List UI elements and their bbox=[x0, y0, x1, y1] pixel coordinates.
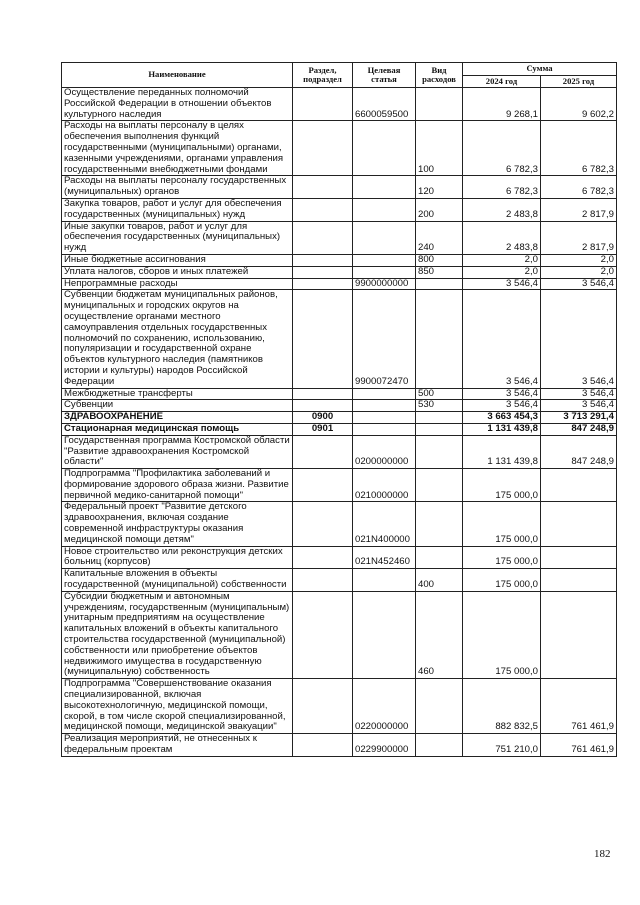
row-value-2024: 175 000,0 bbox=[463, 546, 541, 569]
row-value-2024: 9 268,1 bbox=[463, 88, 541, 121]
row-value-2025 bbox=[541, 591, 617, 678]
row-article bbox=[353, 254, 416, 266]
row-value-2024: 175 000,0 bbox=[463, 591, 541, 678]
header-section: Раздел, подраздел bbox=[293, 63, 353, 88]
row-type bbox=[416, 290, 463, 388]
row-type: 400 bbox=[416, 569, 463, 592]
row-article bbox=[353, 176, 416, 199]
row-value-2025: 2,0 bbox=[541, 266, 617, 278]
row-section bbox=[293, 435, 353, 468]
row-value-2025: 6 782,3 bbox=[541, 176, 617, 199]
row-value-2024: 3 546,4 bbox=[463, 278, 541, 290]
row-section: 0901 bbox=[293, 423, 353, 435]
table-row bbox=[62, 278, 617, 290]
table-body bbox=[62, 88, 617, 757]
row-name: Реализация мероприятий, не отнесенных к федеральным проектам bbox=[62, 734, 293, 757]
table-row bbox=[62, 88, 617, 121]
row-type: 500 bbox=[416, 388, 463, 400]
row-value-2025: 761 461,9 bbox=[541, 679, 617, 734]
row-type: 800 bbox=[416, 254, 463, 266]
table-row bbox=[62, 198, 617, 221]
row-value-2025 bbox=[541, 546, 617, 569]
row-article: 021N400000 bbox=[353, 502, 416, 546]
row-article bbox=[353, 121, 416, 176]
row-section bbox=[293, 734, 353, 757]
header-2024: 2024 год bbox=[463, 75, 541, 88]
row-name: Иные бюджетные ассигнования bbox=[62, 254, 293, 266]
row-name: Иные закупки товаров, работ и услуг для обеспечения государственных (муниципальных) нужд bbox=[62, 221, 293, 254]
page-number: 182 bbox=[594, 848, 611, 860]
row-type: 200 bbox=[416, 198, 463, 221]
row-type bbox=[416, 435, 463, 468]
row-value-2024: 3 663 454,3 bbox=[463, 412, 541, 424]
row-value-2024: 6 782,3 bbox=[463, 176, 541, 199]
table-row bbox=[62, 254, 617, 266]
header-name: Наименование bbox=[62, 63, 293, 88]
table-row bbox=[62, 221, 617, 254]
row-section bbox=[293, 591, 353, 678]
row-value-2025 bbox=[541, 502, 617, 546]
row-name: Субвенции bbox=[62, 400, 293, 412]
row-type: 240 bbox=[416, 221, 463, 254]
budget-table bbox=[61, 62, 617, 757]
row-name: Уплата налогов, сборов и иных платежей bbox=[62, 266, 293, 278]
row-section bbox=[293, 254, 353, 266]
header-type: Вид расходов bbox=[416, 63, 463, 88]
row-article bbox=[353, 198, 416, 221]
row-article bbox=[353, 412, 416, 424]
row-article bbox=[353, 266, 416, 278]
row-value-2025: 3 546,4 bbox=[541, 388, 617, 400]
table-row bbox=[62, 546, 617, 569]
row-value-2024: 751 210,0 bbox=[463, 734, 541, 757]
row-name: ЗДРАВООХРАНЕНИЕ bbox=[62, 412, 293, 424]
row-section bbox=[293, 278, 353, 290]
table-row bbox=[62, 435, 617, 468]
row-article: 9900000000 bbox=[353, 278, 416, 290]
row-name: Непрограммные расходы bbox=[62, 278, 293, 290]
row-article bbox=[353, 423, 416, 435]
row-section bbox=[293, 290, 353, 388]
row-type bbox=[416, 734, 463, 757]
row-type: 850 bbox=[416, 266, 463, 278]
row-value-2025: 3 546,4 bbox=[541, 278, 617, 290]
row-value-2024: 2,0 bbox=[463, 266, 541, 278]
row-type: 100 bbox=[416, 121, 463, 176]
table-row bbox=[62, 412, 617, 424]
row-value-2024: 2,0 bbox=[463, 254, 541, 266]
row-value-2025: 3 546,4 bbox=[541, 290, 617, 388]
table-row bbox=[62, 121, 617, 176]
row-name: Расходы на выплаты персоналу государственных (муниципальных) органов bbox=[62, 176, 293, 199]
row-type bbox=[416, 546, 463, 569]
row-name: Субсидии бюджетным и автономным учреждениям, государственным (муниципальным) унитарным предприятиям на осуществление капитальных вложений в объекты капитального строительства государственной (муниципальной) собственности или приобретение объектов недвижимого имущества в государственную (муниципальную) собственность bbox=[62, 591, 293, 678]
row-section bbox=[293, 679, 353, 734]
row-type: 460 bbox=[416, 591, 463, 678]
row-value-2024: 1 131 439,8 bbox=[463, 423, 541, 435]
row-name: Субвенции бюджетам муниципальных районов, муниципальных и городских округов на осуществление органами местного самоуправления отдельных государственных полномочий по сохранению, использованию, популяризации и государственной охране объектов культурного наследия (памятников истории и культуры) народов Российской Федерации bbox=[62, 290, 293, 388]
header-sum: Сумма bbox=[463, 63, 617, 76]
row-section bbox=[293, 176, 353, 199]
row-type bbox=[416, 679, 463, 734]
row-type bbox=[416, 469, 463, 502]
row-name: Подпрограмма "Профилактика заболеваний и формирование здорового образа жизни. Развитие первичной медико-санитарной помощи" bbox=[62, 469, 293, 502]
row-value-2025 bbox=[541, 569, 617, 592]
row-section bbox=[293, 88, 353, 121]
row-section bbox=[293, 469, 353, 502]
row-value-2024: 6 782,3 bbox=[463, 121, 541, 176]
table-row bbox=[62, 176, 617, 199]
table-row bbox=[62, 569, 617, 592]
row-type bbox=[416, 278, 463, 290]
row-value-2025: 3 713 291,4 bbox=[541, 412, 617, 424]
row-section bbox=[293, 569, 353, 592]
row-section bbox=[293, 400, 353, 412]
row-section bbox=[293, 546, 353, 569]
table-row bbox=[62, 469, 617, 502]
row-section bbox=[293, 198, 353, 221]
row-article: 021N452460 bbox=[353, 546, 416, 569]
header-2025: 2025 год bbox=[541, 75, 617, 88]
row-section bbox=[293, 502, 353, 546]
row-article: 6600059500 bbox=[353, 88, 416, 121]
table-row bbox=[62, 290, 617, 388]
row-value-2024: 2 483,8 bbox=[463, 221, 541, 254]
row-name: Расходы на выплаты персоналу в целях обеспечения выполнения функций государственными (муниципальными) органами, казенными учреждениями, органами управления государственными внебюджетными фондами bbox=[62, 121, 293, 176]
row-article bbox=[353, 569, 416, 592]
table-row bbox=[62, 734, 617, 757]
row-section: 0900 bbox=[293, 412, 353, 424]
row-value-2025: 847 248,9 bbox=[541, 423, 617, 435]
row-article: 9900072470 bbox=[353, 290, 416, 388]
table-row bbox=[62, 591, 617, 678]
row-value-2025: 6 782,3 bbox=[541, 121, 617, 176]
row-name: Капитальные вложения в объекты государственной (муниципальной) собственности bbox=[62, 569, 293, 592]
header-row bbox=[62, 63, 617, 76]
table-row bbox=[62, 400, 617, 412]
row-article: 0210000000 bbox=[353, 469, 416, 502]
row-value-2024: 175 000,0 bbox=[463, 469, 541, 502]
row-section bbox=[293, 221, 353, 254]
row-article bbox=[353, 400, 416, 412]
row-value-2025: 2 817,9 bbox=[541, 198, 617, 221]
table-row bbox=[62, 423, 617, 435]
row-section bbox=[293, 121, 353, 176]
row-name: Новое строительство или реконструкция детских больниц (корпусов) bbox=[62, 546, 293, 569]
row-article bbox=[353, 221, 416, 254]
row-value-2025: 9 602,2 bbox=[541, 88, 617, 121]
row-article bbox=[353, 388, 416, 400]
row-value-2024: 3 546,4 bbox=[463, 290, 541, 388]
row-article bbox=[353, 591, 416, 678]
row-value-2024: 3 546,4 bbox=[463, 400, 541, 412]
row-section bbox=[293, 388, 353, 400]
row-value-2024: 2 483,8 bbox=[463, 198, 541, 221]
table-row bbox=[62, 266, 617, 278]
row-article: 0200000000 bbox=[353, 435, 416, 468]
row-value-2025: 3 546,4 bbox=[541, 400, 617, 412]
row-value-2025: 847 248,9 bbox=[541, 435, 617, 468]
table-row bbox=[62, 388, 617, 400]
header-article: Целевая статья bbox=[353, 63, 416, 88]
row-name: Осуществление переданных полномочий Российской Федерации в отношении объектов культурного наследия bbox=[62, 88, 293, 121]
table-row bbox=[62, 502, 617, 546]
row-section bbox=[293, 266, 353, 278]
row-article: 0229900000 bbox=[353, 734, 416, 757]
row-article: 0220000000 bbox=[353, 679, 416, 734]
row-type: 120 bbox=[416, 176, 463, 199]
table-row bbox=[62, 679, 617, 734]
row-name: Федеральный проект "Развитие детского здравоохранения, включая создание современной инфраструктуры оказания медицинской помощи детям" bbox=[62, 502, 293, 546]
row-value-2025 bbox=[541, 469, 617, 502]
row-type bbox=[416, 88, 463, 121]
row-value-2024: 3 546,4 bbox=[463, 388, 541, 400]
row-name: Межбюджетные трансферты bbox=[62, 388, 293, 400]
row-value-2024: 1 131 439,8 bbox=[463, 435, 541, 468]
row-name: Государственная программа Костромской области "Развитие здравоохранения Костромской области" bbox=[62, 435, 293, 468]
row-value-2024: 882 832,5 bbox=[463, 679, 541, 734]
row-type bbox=[416, 412, 463, 424]
row-type bbox=[416, 423, 463, 435]
row-type: 530 bbox=[416, 400, 463, 412]
row-value-2025: 2 817,9 bbox=[541, 221, 617, 254]
row-value-2024: 175 000,0 bbox=[463, 569, 541, 592]
row-value-2024: 175 000,0 bbox=[463, 502, 541, 546]
row-name: Стационарная медицинская помощь bbox=[62, 423, 293, 435]
row-type bbox=[416, 502, 463, 546]
row-name: Закупка товаров, работ и услуг для обеспечения государственных (муниципальных) нужд bbox=[62, 198, 293, 221]
row-value-2025: 761 461,9 bbox=[541, 734, 617, 757]
row-value-2025: 2,0 bbox=[541, 254, 617, 266]
row-name: Подпрограмма "Совершенствование оказания специализированной, включая высокотехнологичную, медицинской помощи, скорой, в том числе скорой специализированной, медицинской помощи, медицинской эвакуации" bbox=[62, 679, 293, 734]
